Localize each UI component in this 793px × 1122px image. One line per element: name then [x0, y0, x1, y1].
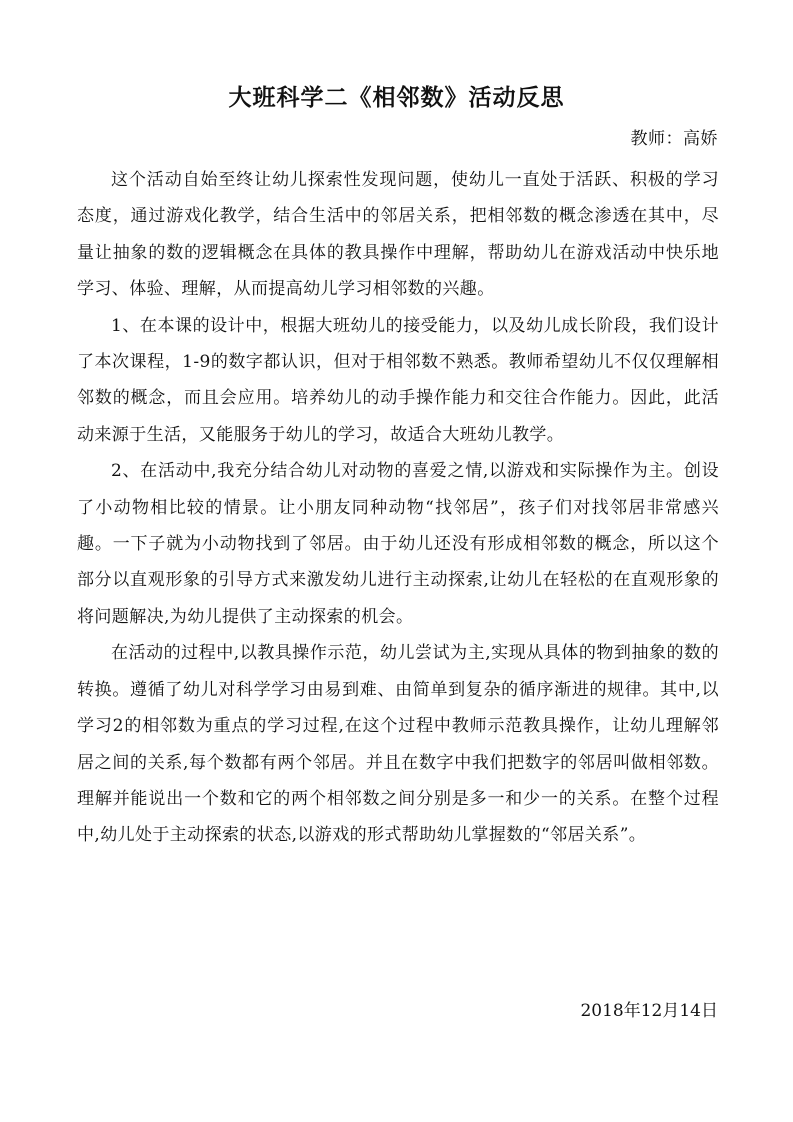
document-date: 2018年12月14日 — [580, 1001, 718, 1021]
page-title: 大班科学二《相邻数》活动反思 — [228, 84, 565, 111]
paragraph: 在活动的过程中,以教具操作示范，幼儿尝试为主,实现从具体的物到抽象的数的转换。遵循了幼儿对科学学习由易到难、由简单到复杂的循序渐进的规律。其中,以学习2的相邻数为重点的学习过程,在这个过程中教师示范教具操作，让幼儿理解邻居之间的关系,每个数都有两个邻居。并且在数字中我们把数字的邻居叫做相邻数。理解并能说出一个数和它的两个相邻数之间分别是多一和少一的关系。在整个过程中,幼儿处于主动探索的状态,以游戏的形式帮助幼儿掌握数的“邻居关系”。 — [77, 643, 719, 846]
document-body — [77, 162, 719, 854]
paragraph: 2、在活动中,我充分结合幼儿对动物的喜爱之情,以游戏和实际操作为主。创设了小动物相比较的情景。让小朋友同种动物“找邻居”，孩子们对找邻居非常感兴趣。一下子就为小动物找到了邻居。由于幼儿还没有形成相邻数的概念，所以这个部分以直观形象的引导方式来激发幼儿进行主动探索,让幼儿在轻松的在直观形象的将问题解决,为幼儿提供了主动探索的机会。 — [77, 461, 719, 627]
author-line: 教师：高娇 — [630, 129, 718, 149]
paragraph: 这个活动自始至终让幼儿探索性发现问题，使幼儿一直处于活跃、积极的学习态度，通过游戏化教学，结合生活中的邻居关系，把相邻数的概念渗透在其中，尽量让抽象的数的逻辑概念在具体的教具操作中理解，帮助幼儿在游戏活动中快乐地学习、体验、理解，从而提高幼儿学习相邻数的兴趣。 — [77, 170, 719, 300]
paragraph: 1、在本课的设计中，根据大班幼儿的接受能力，以及幼儿成长阶段，我们设计了本次课程，1-9的数字都认识，但对于相邻数不熟悉。教师希望幼儿不仅仅理解相邻数的概念，而且会应用。培养幼儿的动手操作能力和交往合作能力。因此，此活动来源于生活，又能服务于幼儿的学习，故适合大班幼儿教学。 — [77, 315, 719, 445]
